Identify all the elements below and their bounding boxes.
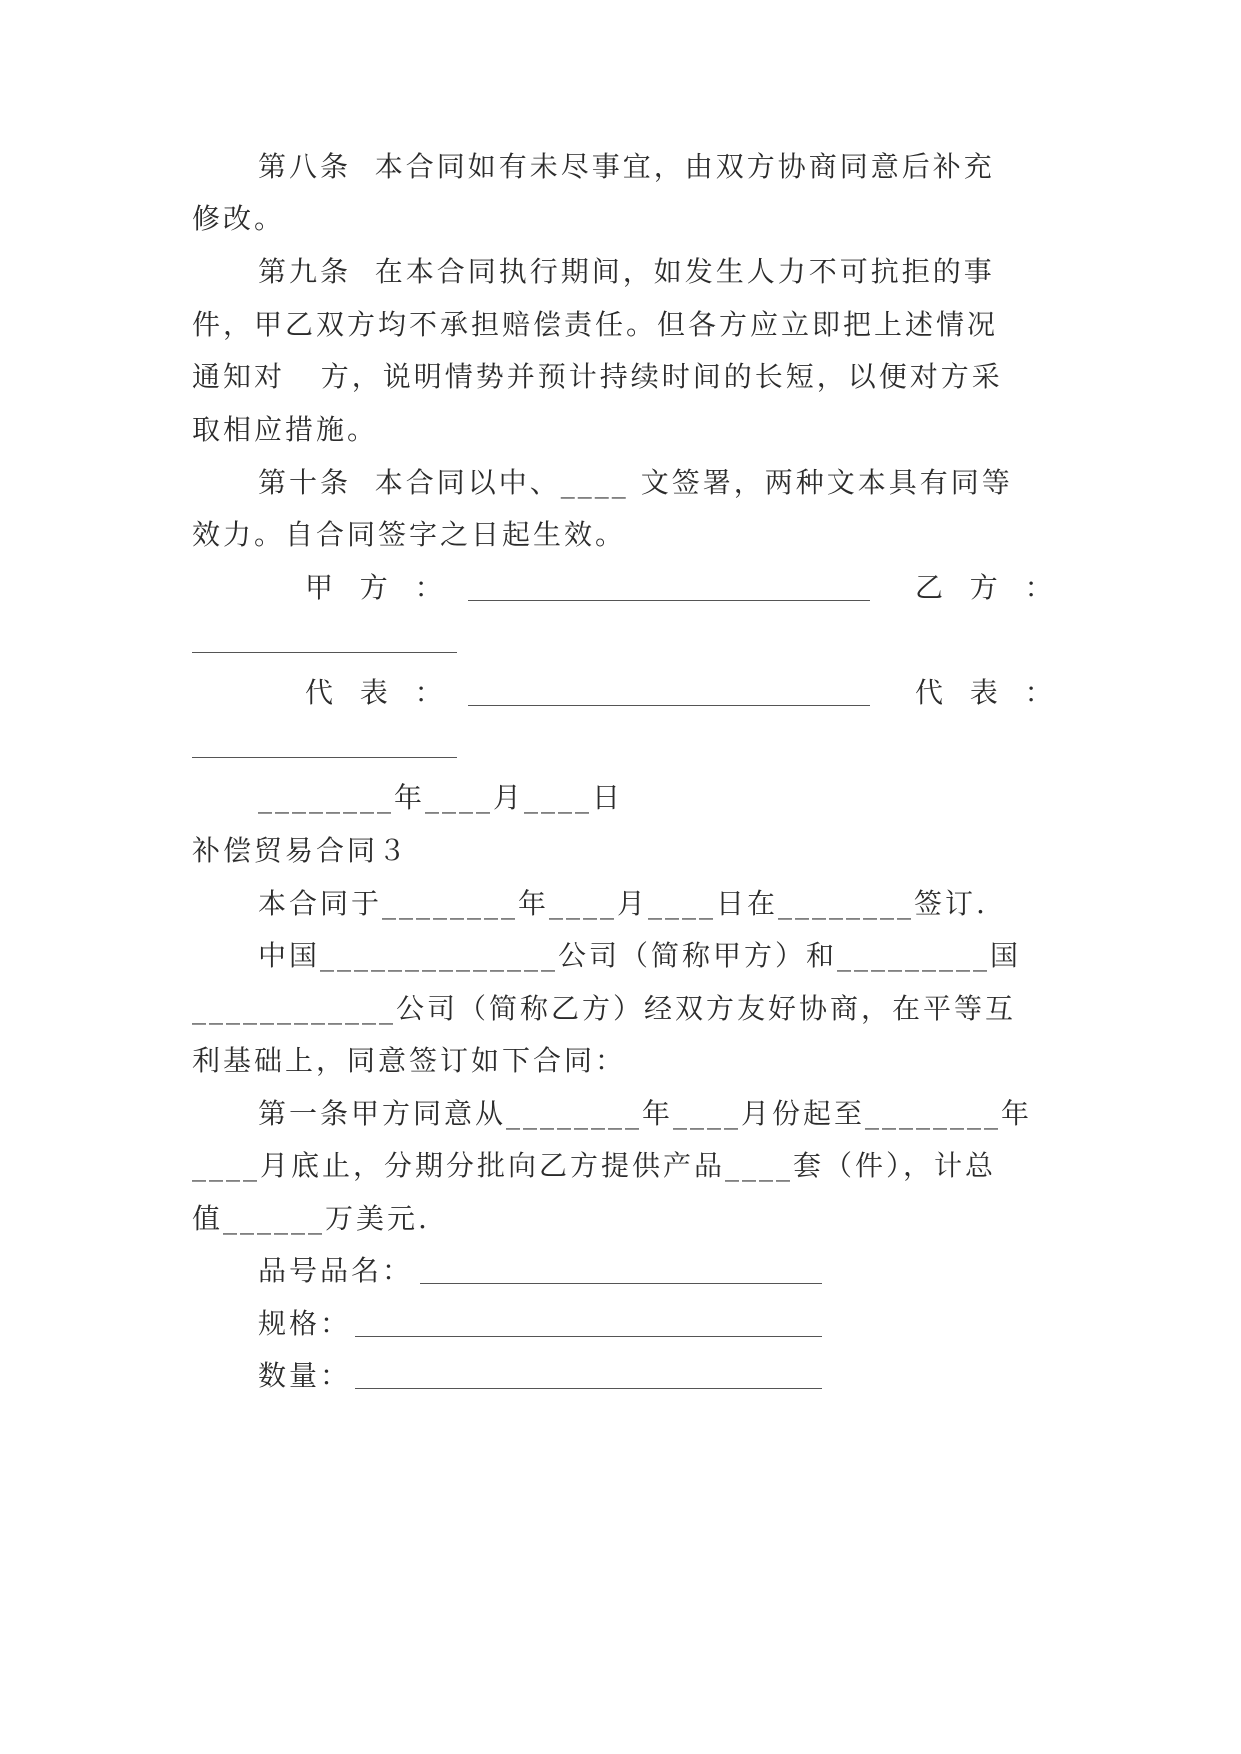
article10-line1: 第十条 本合同以中、____ 文签署，两种文本具有同等 xyxy=(258,466,1013,499)
contract3-article1-line3: 值______万美元. xyxy=(192,1202,430,1235)
product-name-blank xyxy=(420,1283,822,1284)
contract3-parties-line2: ____________公司（简称乙方）经双方友好协商，在平等互 xyxy=(192,992,1017,1025)
rep-b-blank xyxy=(192,757,457,758)
article10-line2: 效力。自合同签字之日起生效。 xyxy=(192,518,627,551)
party-a-blank xyxy=(468,600,870,601)
contract3-article1-line2: ____月底止，分期分批向乙方提供产品____套（件），计总 xyxy=(192,1149,997,1182)
rep-a-blank xyxy=(468,705,870,706)
signature-date-line: ________年____月____日 xyxy=(258,781,624,814)
party-a-label: 甲 方 ： xyxy=(305,571,446,604)
contract3-intro-line: 本合同于________年____月____日在________签订. xyxy=(258,887,988,920)
contract3-title: 补偿贸易合同３ xyxy=(192,834,410,867)
article9-line1: 第九条 在本合同执行期间，如发生人力不可抗拒的事 xyxy=(258,255,995,288)
article9-line2: 件，甲乙双方均不承担赔偿责任。但各方应立即把上述情况 xyxy=(192,308,999,341)
product-name-label: 品号品名： xyxy=(258,1254,414,1287)
article9-line3: 通知对 方，说明情势并预计持续时间的长短，以便对方采 xyxy=(192,360,1003,393)
rep-b-label: 代 表 ： xyxy=(915,676,1056,709)
contract3-parties-line3: 利基础上，同意签订如下合同： xyxy=(192,1044,627,1077)
quantity-label: 数量： xyxy=(258,1359,352,1392)
party-b-label: 乙 方 ： xyxy=(915,571,1056,604)
article8-line2: 修改。 xyxy=(192,202,286,235)
contract3-article1-line1: 第一条甲方同意从________年____月份起至________年 xyxy=(258,1097,1033,1130)
party-b-blank xyxy=(192,652,457,653)
rep-a-label: 代 表 ： xyxy=(305,676,446,709)
article8-line1: 第八条 本合同如有未尽事宜，由双方协商同意后补充 xyxy=(258,150,995,183)
spec-blank xyxy=(355,1336,822,1337)
article9-line4: 取相应措施。 xyxy=(192,413,379,446)
spec-label: 规格： xyxy=(258,1307,352,1340)
contract3-parties-line1: 中国______________公司（简称甲方）和_________国 xyxy=(258,939,1022,972)
quantity-blank xyxy=(355,1388,822,1389)
